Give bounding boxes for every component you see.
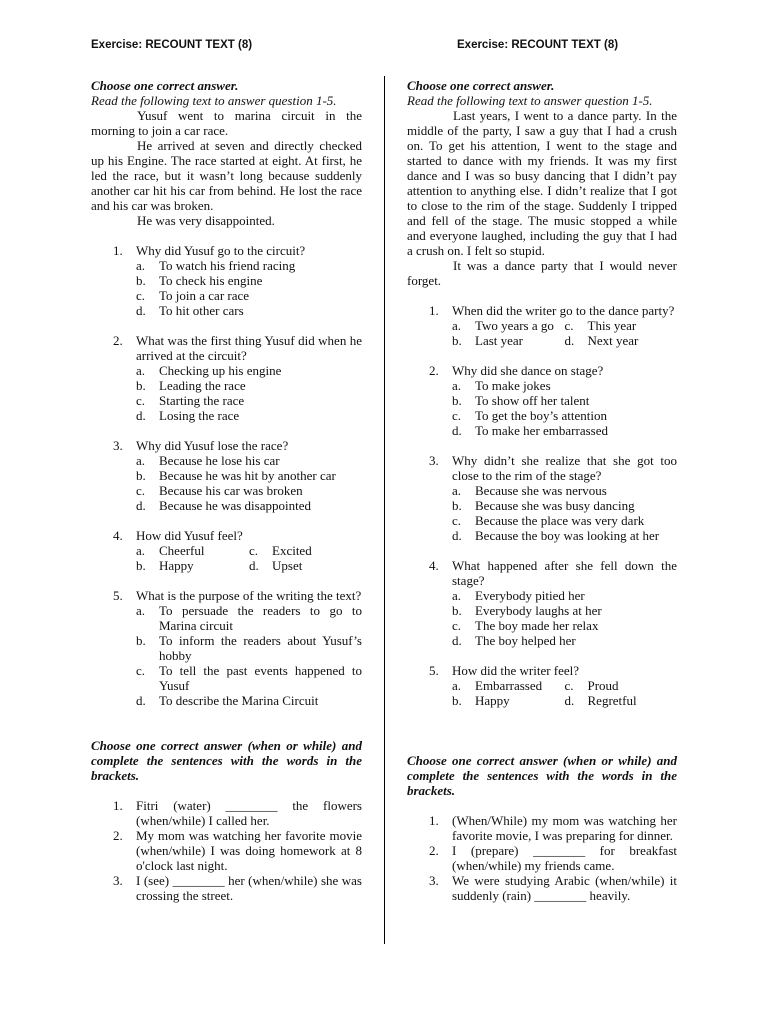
passage-paragraph: He arrived at seven and directly checked up his Engine. The race started at eight. At first, he led the race, but it wasn’t long because suddenly another car hit his car from behind. He lost the race and his car was broken. xyxy=(91,138,362,213)
option-letter: c. xyxy=(136,393,146,408)
answer-option[interactable] xyxy=(136,273,362,288)
option-letter: d. xyxy=(564,333,575,348)
option-letter: a. xyxy=(136,603,146,618)
answer-option[interactable] xyxy=(452,423,677,438)
option-list xyxy=(136,453,362,513)
option-text: Because she was busy dancing xyxy=(475,498,635,513)
answer-option[interactable] xyxy=(452,528,677,543)
option-text: To hit other cars xyxy=(159,303,244,318)
question-text: What is the purpose of the writing the text? xyxy=(136,588,362,603)
right-column xyxy=(407,0,677,903)
fill-list xyxy=(407,813,677,903)
question-item xyxy=(407,558,677,648)
option-text: Because his car was broken xyxy=(159,483,303,498)
question-number: 4. xyxy=(113,528,123,543)
option-text: Next year xyxy=(587,333,639,348)
answer-option[interactable] xyxy=(452,393,677,408)
option-list xyxy=(452,318,677,348)
passage-paragraph: Yusuf went to marina circuit in the morning to join a car race. xyxy=(91,108,362,138)
option-letter: a. xyxy=(452,483,462,498)
fill-text: We were studying Arabic (when/while) it suddenly (rain) ________ heavily. xyxy=(452,873,677,903)
fill-number: 3. xyxy=(113,873,123,888)
question-text: What was the first thing Yusuf did when he arrived at the circuit? xyxy=(136,333,362,363)
question-text: Why did Yusuf lose the race? xyxy=(136,438,289,453)
answer-option[interactable] xyxy=(452,693,565,708)
answer-option[interactable] xyxy=(565,318,678,333)
answer-option[interactable] xyxy=(136,363,362,378)
option-letter: a. xyxy=(452,378,462,393)
reading-passage xyxy=(407,108,677,288)
option-text: Because the boy was looking at her xyxy=(475,528,660,543)
instruction-choose: Choose one correct answer. xyxy=(407,78,555,93)
option-text: Losing the race xyxy=(159,408,240,423)
option-text: Upset xyxy=(272,558,303,573)
answer-option[interactable] xyxy=(452,633,677,648)
option-letter: b. xyxy=(452,693,462,708)
question-item xyxy=(407,303,677,348)
option-letter: c. xyxy=(564,678,574,693)
option-letter: d. xyxy=(452,423,462,438)
option-letter: b. xyxy=(452,333,462,348)
fill-number: 3. xyxy=(429,873,439,888)
answer-option[interactable] xyxy=(452,498,677,513)
answer-option[interactable] xyxy=(136,603,362,633)
answer-option[interactable] xyxy=(249,543,362,558)
option-list xyxy=(136,543,362,573)
question-number: 5. xyxy=(429,663,439,678)
answer-option[interactable] xyxy=(136,453,362,468)
passage-paragraph: It was a dance party that I would never forget. xyxy=(407,258,677,288)
answer-option[interactable] xyxy=(136,468,362,483)
option-letter: c. xyxy=(136,288,146,303)
fill-number: 2. xyxy=(429,843,439,858)
fill-item xyxy=(91,828,362,873)
option-letter: a. xyxy=(452,318,462,333)
instruction-choose: Choose one correct answer. xyxy=(91,78,239,93)
fill-item xyxy=(407,813,677,843)
option-text: To describe the Marina Circuit xyxy=(159,693,319,708)
fill-text: My mom was watching her favorite movie (when/while) I was doing homework at 8 o'clock last night. xyxy=(136,828,362,873)
fill-text: I (prepare) ________ for breakfast (when/while) my friends came. xyxy=(452,843,677,873)
option-letter: c. xyxy=(136,663,146,678)
option-text: Excited xyxy=(272,543,312,558)
question-list xyxy=(91,243,362,708)
option-text: To watch his friend racing xyxy=(159,258,296,273)
answer-option[interactable] xyxy=(136,393,362,408)
option-text: Starting the race xyxy=(159,393,245,408)
option-letter: c. xyxy=(564,318,574,333)
option-text: To persuade the readers to go to Marina circuit xyxy=(159,603,362,633)
option-letter: a. xyxy=(136,543,146,558)
left-column xyxy=(91,0,362,903)
question-item xyxy=(91,438,362,513)
option-letter: d. xyxy=(452,528,462,543)
answer-option[interactable] xyxy=(452,513,677,528)
option-letter: a. xyxy=(136,453,146,468)
answer-option[interactable] xyxy=(452,333,565,348)
option-text: Everybody pitied her xyxy=(475,588,585,603)
answer-option[interactable] xyxy=(136,498,362,513)
option-text: Checking up his engine xyxy=(159,363,282,378)
answer-option[interactable] xyxy=(249,558,362,573)
question-number: 3. xyxy=(429,453,439,468)
question-item xyxy=(407,453,677,543)
option-text: To join a car race xyxy=(159,288,250,303)
option-text: Because she was nervous xyxy=(475,483,607,498)
option-list xyxy=(452,678,677,708)
option-text: Embarrassed xyxy=(475,678,543,693)
answer-option[interactable] xyxy=(136,558,249,573)
fill-number: 2. xyxy=(113,828,123,843)
question-number: 1. xyxy=(113,243,123,258)
section2-instruction: Choose one correct answer (when or while) and complete the sentences with the words in the brackets. xyxy=(91,738,362,783)
answer-option[interactable] xyxy=(452,678,565,693)
answer-option[interactable] xyxy=(136,693,362,708)
option-letter: c. xyxy=(452,618,462,633)
option-list xyxy=(452,378,677,438)
option-text: Last year xyxy=(475,333,524,348)
question-text: How did Yusuf feel? xyxy=(136,528,243,543)
option-text: To check his engine xyxy=(159,273,263,288)
answer-option[interactable] xyxy=(452,618,677,633)
answer-option[interactable] xyxy=(136,303,362,318)
section2-instruction: Choose one correct answer (when or while) and complete the sentences with the words in the brackets. xyxy=(407,753,677,798)
answer-option[interactable] xyxy=(452,603,677,618)
option-text: To show off her talent xyxy=(475,393,590,408)
instruction-read: Read the following text to answer question 1-5. xyxy=(407,93,653,108)
fill-item xyxy=(91,798,362,828)
option-letter: b. xyxy=(136,468,146,483)
fill-list xyxy=(91,798,362,903)
fill-item xyxy=(407,843,677,873)
option-letter: d. xyxy=(452,633,462,648)
answer-option[interactable] xyxy=(565,678,678,693)
answer-option[interactable] xyxy=(136,633,362,663)
answer-option[interactable] xyxy=(136,663,362,693)
option-text: Proud xyxy=(587,678,619,693)
answer-option[interactable] xyxy=(452,378,677,393)
option-list xyxy=(452,483,677,543)
question-item xyxy=(91,528,362,573)
option-letter: d. xyxy=(564,693,575,708)
fill-text: (When/While) my mom was watching her favorite movie, I was preparing for dinner. xyxy=(452,813,677,843)
answer-option[interactable] xyxy=(136,408,362,423)
option-letter: d. xyxy=(136,408,146,423)
question-text: How did the writer feel? xyxy=(452,663,580,678)
option-text: To make jokes xyxy=(475,378,551,393)
option-text: Regretful xyxy=(587,693,637,708)
question-text: Why did Yusuf go to the circuit? xyxy=(136,243,306,258)
option-letter: a. xyxy=(452,678,462,693)
question-text: Why didn’t she realize that she got too close to the rim of the stage? xyxy=(452,453,677,483)
option-letter: b. xyxy=(136,273,146,288)
option-text: Because he was hit by another car xyxy=(159,468,336,483)
fill-number: 1. xyxy=(429,813,439,828)
answer-option[interactable] xyxy=(452,588,677,603)
option-list xyxy=(136,258,362,318)
passage-paragraph: He was very disappointed. xyxy=(137,213,275,228)
option-letter: c. xyxy=(249,543,259,558)
column-divider xyxy=(384,76,385,944)
option-text: This year xyxy=(587,318,637,333)
question-number: 2. xyxy=(429,363,439,378)
option-text: Because the place was very dark xyxy=(475,513,645,528)
question-item xyxy=(91,333,362,423)
option-text: The boy made her relax xyxy=(475,618,599,633)
question-number: 3. xyxy=(113,438,123,453)
option-text: Happy xyxy=(159,558,194,573)
option-letter: a. xyxy=(136,258,146,273)
fill-item xyxy=(407,873,677,903)
option-letter: a. xyxy=(136,363,146,378)
option-text: To get the boy’s attention xyxy=(475,408,607,423)
left-page-header: Exercise: RECOUNT TEXT (8) xyxy=(91,39,253,51)
option-text: Because he was disappointed xyxy=(159,498,311,513)
option-text: Cheerful xyxy=(159,543,205,558)
option-text: Happy xyxy=(475,693,510,708)
option-letter: b. xyxy=(452,393,462,408)
answer-option[interactable] xyxy=(452,483,677,498)
option-letter: d. xyxy=(136,693,146,708)
question-number: 2. xyxy=(113,333,123,348)
option-text: To tell the past events happened to Yusuf xyxy=(159,663,362,693)
fill-number: 1. xyxy=(113,798,123,813)
answer-option[interactable] xyxy=(565,333,678,348)
answer-option[interactable] xyxy=(136,483,362,498)
option-letter: b. xyxy=(452,603,462,618)
question-item xyxy=(91,588,362,708)
reading-passage xyxy=(91,108,362,228)
option-letter: d. xyxy=(136,498,146,513)
option-list xyxy=(136,603,362,708)
question-number: 5. xyxy=(113,588,123,603)
answer-option[interactable] xyxy=(136,288,362,303)
question-number: 4. xyxy=(429,558,439,573)
option-text: Leading the race xyxy=(159,378,246,393)
question-text: When did the writer go to the dance party? xyxy=(452,303,675,318)
option-list xyxy=(452,588,677,648)
option-letter: c. xyxy=(136,483,146,498)
answer-option[interactable] xyxy=(136,543,249,558)
question-number: 1. xyxy=(429,303,439,318)
answer-option[interactable] xyxy=(565,693,678,708)
right-page-header: Exercise: RECOUNT TEXT (8) xyxy=(457,39,619,51)
option-text: Two years a go xyxy=(475,318,554,333)
answer-option[interactable] xyxy=(452,318,565,333)
question-text: What happened after she fell down the stage? xyxy=(452,558,677,588)
question-text: Why did she dance on stage? xyxy=(452,363,604,378)
option-text: The boy helped her xyxy=(475,633,576,648)
option-letter: b. xyxy=(136,558,146,573)
option-letter: b. xyxy=(136,378,146,393)
option-letter: d. xyxy=(136,303,146,318)
passage-paragraph: Last years, I went to a dance party. In the middle of the party, I saw a guy that I had a crush on. To get his attention, I went to the stage and started to dance with my friends. It was my first dance and I was so busy dancing that I didn’t pay attention to anything else. I didn’t realize that I got to close to the rim of the stage. Suddenly I tripped and fell of the stage. The music stopped a while and everyone laughed, including the guy that I had a crush on. I felt so stupid. xyxy=(407,108,677,258)
instruction-read: Read the following text to answer question 1-5. xyxy=(91,93,337,108)
option-list xyxy=(136,363,362,423)
answer-option[interactable] xyxy=(136,378,362,393)
fill-item xyxy=(91,873,362,903)
answer-option[interactable] xyxy=(452,408,677,423)
question-item xyxy=(407,363,677,438)
option-letter: b. xyxy=(136,633,146,648)
option-text: To make her embarrassed xyxy=(475,423,609,438)
option-letter: a. xyxy=(452,588,462,603)
option-text: Everybody laughs at her xyxy=(475,603,602,618)
option-letter: c. xyxy=(452,513,462,528)
option-text: To inform the readers about Yusuf’s hobby xyxy=(159,633,362,663)
fill-text: Fitri (water) ________ the flowers (when/while) I called her. xyxy=(136,798,362,828)
option-letter: c. xyxy=(452,408,462,423)
option-text: Because he lose his car xyxy=(159,453,280,468)
question-item xyxy=(91,243,362,318)
answer-option[interactable] xyxy=(136,258,362,273)
fill-text: I (see) ________ her (when/while) she was crossing the street. xyxy=(136,873,362,903)
question-item xyxy=(407,663,677,708)
option-letter: b. xyxy=(452,498,462,513)
question-list xyxy=(407,303,677,708)
option-letter: d. xyxy=(249,558,259,573)
